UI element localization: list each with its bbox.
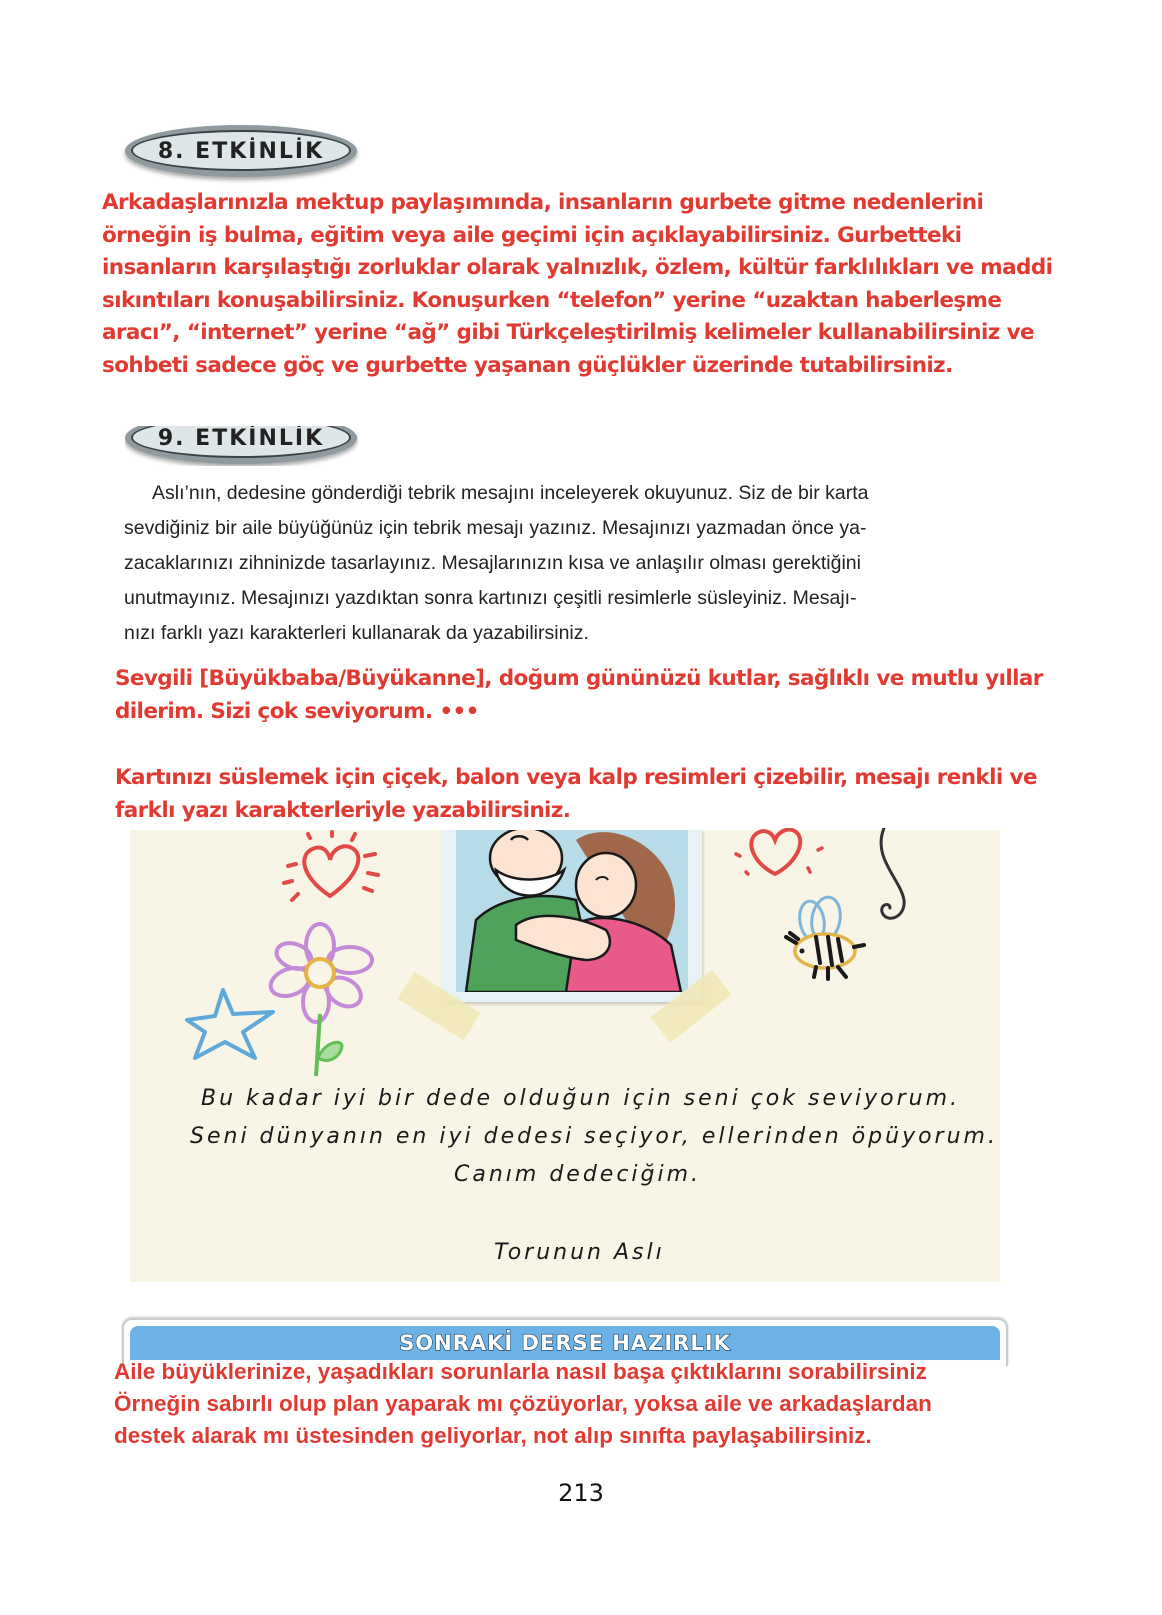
grandpa-hug-illustration <box>456 830 688 992</box>
activity-9-instructions <box>124 476 1024 651</box>
activity-8-title: 8. ETKİNLİK <box>157 138 325 164</box>
instruction-line: Aslı’nın, dedesine gönderdiği tebrik mesajını inceleyerek okuyunuz. Siz de bir karta <box>152 482 869 504</box>
answer-line: destek alarak mı üstesinden geliyorlar, not alıp sınıfta paylaşabilirsiniz. <box>114 1423 872 1448</box>
family-photo <box>442 830 702 1002</box>
card-signature: Torunun Aslı <box>494 1240 665 1265</box>
flower-icon <box>268 918 378 1078</box>
instruction-line: zacaklarınızı zihninizde tasarlayınız. Mesajlarınızın kısa ve anlaşılır olması gerektiğini <box>124 552 861 574</box>
next-lesson-answer <box>114 1356 1094 1452</box>
card-message-line: Canım dedeciğim. <box>454 1162 702 1187</box>
answer-line: Örneğin sabırlı olup plan yaparak mı çözüyorlar, yoksa aile ve arkadaşlardan <box>114 1391 932 1416</box>
activity-9-answer-decoration <box>115 762 1115 827</box>
activity-9-badge <box>125 426 359 466</box>
bee-icon <box>780 893 870 983</box>
heart-icon-right <box>720 828 830 883</box>
activity-9-answer-message <box>115 663 1115 728</box>
answer-line: sıkıntıları konuşabilirsiniz. Konuşurken “telefon” yerine “uzaktan haberleşme <box>102 287 1002 313</box>
answer-line: dilerim. Sizi çok seviyorum. ••• <box>115 698 479 724</box>
answer-line: örneğin iş bulma, eğitim veya aile geçimi için açıklayabilirsiniz. Gurbetteki <box>102 222 962 248</box>
activity-8-answer <box>102 187 1102 382</box>
star-icon <box>185 982 281 1062</box>
answer-line: Kartınızı süslemek için çiçek, balon veya kalp resimleri çizebilir, mesajı renkli ve <box>115 765 1037 790</box>
answer-line: Arkadaşlarınızla mektup paylaşımında, insanların gurbete gitme nedenlerini <box>102 190 984 215</box>
instruction-line: nızı farklı yazı karakterleri kullanarak da yazabilirsiniz. <box>124 622 589 644</box>
answer-line: farklı yazı karakterleriyle yazabilirsiniz. <box>115 797 571 823</box>
next-lesson-title: SONRAKİ DERSE HAZIRLIK <box>399 1331 731 1355</box>
instruction-line: unutmayınız. Mesajınızı yazdıktan sonra kartınızı çeşitli resimlerle süsleyiniz. Mesajı- <box>124 587 857 609</box>
answer-line: sohbeti sadece göç ve gurbette yaşanan güçlükler üzerinde tutabilirsiniz. <box>102 352 953 378</box>
answer-line: insanların karşılaştığı zorluklar olarak yalnızlık, özlem, kültür farklılıkları ve maddi <box>102 255 1053 280</box>
swirl-icon <box>868 828 918 928</box>
card-message-line: Seni dünyanın en iyi dedesi seçiyor, ellerinden öpüyorum. <box>190 1124 998 1149</box>
activity-9-title: 9. ETKİNLİK <box>157 426 325 451</box>
answer-line: Sevgili [Büyükbaba/Büyükanne], doğum gününüzü kutlar, sağlıklı ve mutlu yıllar <box>115 666 1043 691</box>
heart-icon <box>270 828 390 913</box>
instruction-line: sevdiğiniz bir aile büyüğünüz için tebrik mesajı yazınız. Mesajınızı yazmadan önce ya- <box>124 517 867 539</box>
answer-line: Aile büyüklerinize, yaşadıkları sorunlarla nasıl başa çıktıklarını sorabilirsiniz <box>114 1359 927 1384</box>
answer-line: aracı”, “internet” yerine “ağ” gibi Türkçeleştirilmiş kelimeler kullanabilirsiniz ve <box>102 320 1034 345</box>
page-number: 213 <box>558 1479 604 1507</box>
card-message-line: Bu kadar iyi bir dede olduğun için seni çok seviyorum. <box>201 1086 961 1111</box>
activity-8-badge <box>125 125 357 177</box>
